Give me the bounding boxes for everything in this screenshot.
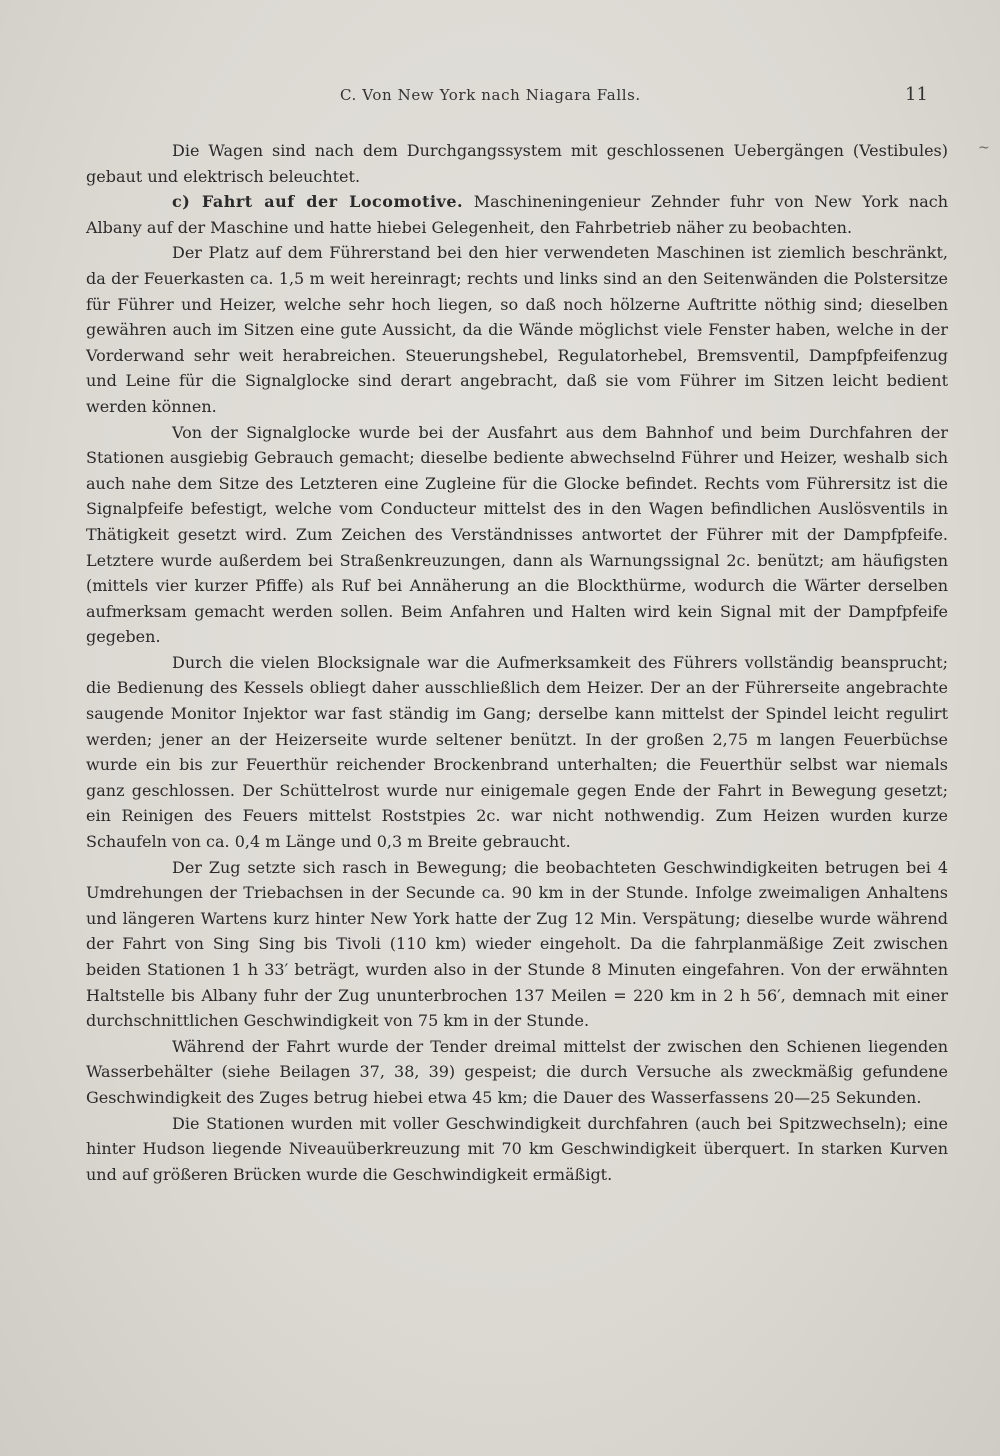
paragraph-text: Maschineningenieur Zehnder fuhr von New York nach Albany auf der Maschine und hatte hiebei Gelegenheit, den Fahrbetrieb näher zu beobachten. (86, 192, 948, 237)
paragraph-7 (86, 1034, 948, 1111)
paragraph-8 (86, 1111, 948, 1188)
body-text (86, 138, 948, 1187)
section-heading: c) Fahrt auf der Locomotive. (172, 192, 464, 212)
paragraph-text: Die Stationen wurden mit voller Geschwindigkeit durchfahren (auch bei Spitzwechseln); eine hinter Hudson liegende Niveauüberkreuzung mit 70 km Geschwindigkeit überquert. In starken Kurven und auf größeren Brücken wurde die Geschwindigkeit ermäßigt. (86, 1113, 948, 1184)
page-number: 11 (905, 84, 928, 105)
paragraph-text: Der Zug setzte sich rasch in Bewegung; die beobachteten Geschwindigkeiten betrugen bei 4 Umdrehungen der Triebachsen in der Secunde ca. 90 km in der Stunde. Infolge zweimaligen Anhaltens und längeren Wartens kurz hinter New York hatte der Zug 12 Min. Verspätung; dieselbe wurde während der Fahrt von Sing Sing bis Tivoli (110 km) wieder eingeholt. Da die fahrplanmäßige Zeit zwischen beiden Stationen 1 h 33′ beträgt, wurden also in der Stunde 8 Minuten eingefahren. Von der erwähnten Haltstelle bis Albany fuhr der Zug ununterbrochen 137 Meilen = 220 km in 2 h 56′, demnach mit einer durchschnittlichen Geschwindigkeit von 75 km in der Stunde. (86, 857, 948, 1031)
paragraph-2 (86, 189, 948, 240)
paragraph-text: Durch die vielen Blocksignale war die Aufmerksamkeit des Führers vollständig beansprucht; die Bedienung des Kessels obliegt daher ausschließlich dem Heizer. Der an der Führerseite angebrachte saugende Monitor Injektor war fast ständig im Gang; derselbe kann mittelst der Spindel leicht regulirt werden; jener an der Heizerseite wurde seltener benützt. In der großen 2,75 m langen Feuerbüchse wurde ein bis zur Feuerthür reichender Brockenbrand unterhalten; die Feuerthür selbst war niemals ganz geschlossen. Der Schüttelrost wurde nur einigemale gegen Ende der Fahrt in Bewegung gesetzt; ein Reinigen des Feuers mittelst Roststpies 2c. war nicht nothwendig. Zum Heizen wurden kurze Schaufeln von ca. 0,4 m Länge und 0,3 m Breite gebraucht. (86, 652, 948, 852)
paragraph-text: Während der Fahrt wurde der Tender dreimal mittelst der zwischen den Schienen liegenden Wasserbehälter (siehe Beilagen 37, 38, 39) gespeist; die durch Versuche als zweckmäßig gefundene Geschwindigkeit des Zuges betrug hiebei etwa 45 km; die Dauer des Wasserfassens 20—25 Sekunden. (86, 1036, 948, 1107)
paragraph-text: Die Wagen sind nach dem Durchgangssystem mit geschlossenen Uebergängen (Vestibules) gebaut und elektrisch beleuchtet. (86, 141, 948, 186)
margin-mark: ~ (978, 140, 990, 156)
paragraph-1 (86, 138, 948, 189)
paragraph-4 (86, 420, 948, 650)
paragraph-5 (86, 650, 948, 855)
paragraph-text: Der Platz auf dem Führerstand bei den hier verwendeten Maschinen ist ziemlich beschränkt, da der Feuerkasten ca. 1,5 m weit hereinragt; rechts und links sind an den Seitenwänden die Polstersitze für Führer und Heizer, welche sehr hoch liegen, so daß noch hölzerne Auftritte nöthig sind; dieselben gewähren auch im Sitzen eine gute Aussicht, da die Wände möglichst viele Fenster haben, welche in der Vorderwand sehr weit herabreichen. Steuerungshebel, Regulatorhebel, Bremsventil, Dampfpfeifenzug und Leine für die Signalglocke sind derart angebracht, daß sie vom Führer im Sitzen leicht bedient werden können. (86, 243, 948, 416)
paragraph-3 (86, 240, 948, 419)
paragraph-text: Von der Signalglocke wurde bei der Ausfahrt aus dem Bahnhof und beim Durchfahren der Stationen ausgiebig Gebrauch gemacht; dieselbe bediente abwechselnd Führer und Heizer, weshalb sich auch nahe dem Sitze des Letzteren eine Zugleine für die Glocke befindet. Rechts vom Führersitz ist die Signalpfeife befestigt, welche vom Conducteur mittelst des in den Wagen befindlichen Auslösventils in Thätigkeit gesetzt wird. Zum Zeichen des Verständnisses antwortet der Führer mit der Dampfpfeife. Letztere wurde außerdem bei Straßenkreuzungen, dann als Warnungssignal 2c. benützt; am häufigsten (mittels vier kurzer Pfiffe) als Ruf bei Annäherung an die Blockthürme, wodurch die Wärter derselben aufmerksam gemacht werden sollen. Beim Anfahren und Halten wird kein Signal mit der Dampfpfeife gegeben. (86, 422, 948, 647)
paragraph-6 (86, 855, 948, 1034)
running-title: C. Von New York nach Niagara Falls. (340, 86, 641, 104)
